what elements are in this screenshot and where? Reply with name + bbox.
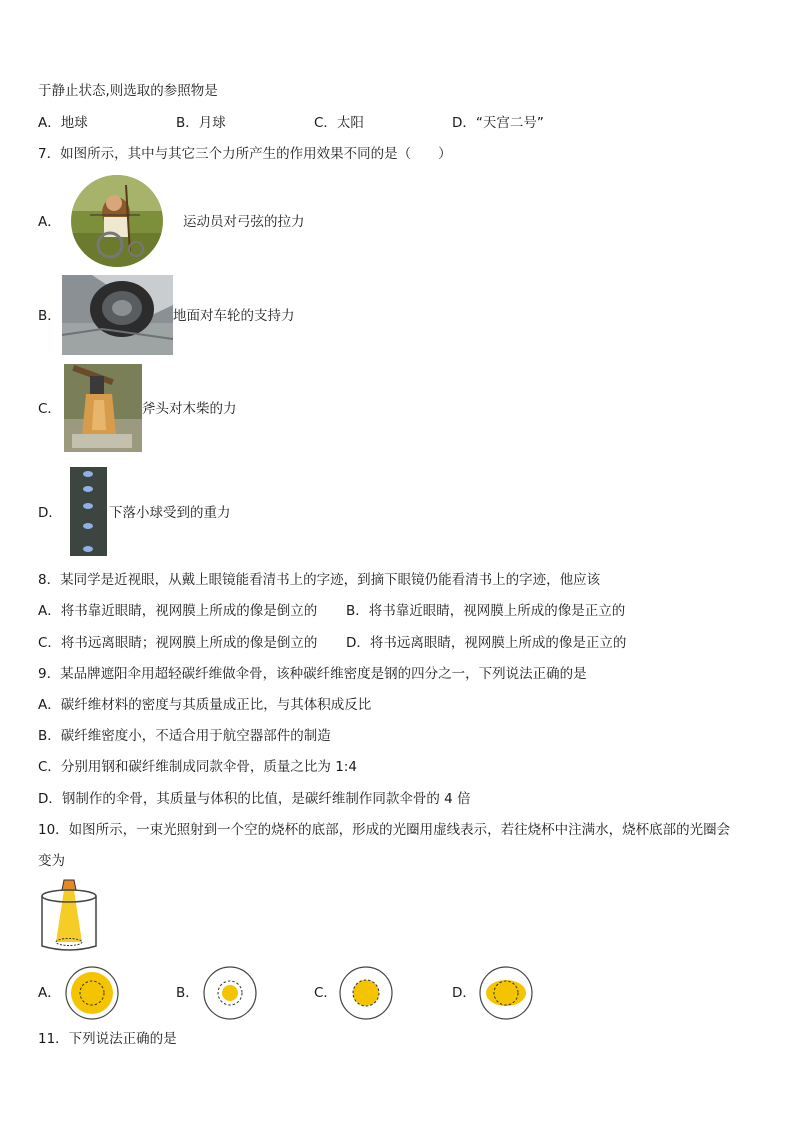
q7-option-c-caption: 斧头对木柴的力 xyxy=(142,401,237,417)
q8-option-c: C．将书远离眼睛；视网膜上所成的像是倒立的 xyxy=(38,635,318,651)
beaker-light-diagram xyxy=(38,878,100,954)
q10-option-d-figure xyxy=(478,966,534,1020)
q10-option-b-letter: B． xyxy=(176,985,199,1001)
q8-option-b: B．将书靠近眼睛，视网膜上所成的像是正立的 xyxy=(346,603,626,619)
q6-option-b: B．月球 xyxy=(176,115,226,131)
q10-option-a-figure xyxy=(64,966,120,1020)
q9-option-a: A．碳纤维材料的密度与其质量成正比，与其体积成反比 xyxy=(38,697,372,713)
q7-option-b-caption: 地面对车轮的支持力 xyxy=(173,308,295,324)
q10-option-c-figure xyxy=(338,966,394,1020)
q6-option-a: A．地球 xyxy=(38,115,88,131)
q7-stem: 7．如图所示，其中与其它三个力所产生的作用效果不同的是（ ） xyxy=(38,146,452,162)
q9-option-c: C．分别用钢和碳纤维制成同款伞骨，质量之比为 1:4 xyxy=(38,759,357,775)
q10-option-c-letter: C． xyxy=(314,985,337,1001)
q8-stem: 8．某同学是近视眼，从戴上眼镜能看清书上的字迹，到摘下眼镜仍能看清书上的字迹，他应该 xyxy=(38,572,601,588)
q10-stem-line2: 变为 xyxy=(38,853,65,869)
q10-stem-line1: 10．如图所示，一束光照射到一个空的烧杯的底部，形成的光圈用虚线表示，若往烧杯中注满水，烧杯底部的光圈会 xyxy=(38,822,731,838)
q9-option-b: B．碳纤维密度小，不适合用于航空器部件的制造 xyxy=(38,728,331,744)
q7-option-a-letter: A． xyxy=(38,214,61,230)
q10-option-b-figure xyxy=(202,966,258,1020)
q8-option-a: A．将书靠近眼睛，视网膜上所成的像是倒立的 xyxy=(38,603,318,619)
q9-stem: 9．某品牌遮阳伞用超轻碳纤维做伞骨，该种碳纤维密度是钢的四分之一，下列说法正确的是 xyxy=(38,666,587,682)
q6-option-c: C．太阳 xyxy=(314,115,364,131)
q8-option-d: D．将书远离眼睛，视网膜上所成的像是正立的 xyxy=(346,635,627,651)
q7-option-a-caption: 运动员对弓弦的拉力 xyxy=(183,214,305,230)
q9-option-d: D．钢制作的伞骨，其质量与体积的比值，是碳纤维制作同款伞骨的 4 倍 xyxy=(38,791,471,807)
q7-option-c-letter: C． xyxy=(38,401,61,417)
car-wheel-photo xyxy=(62,275,173,355)
q10-option-d-letter: D． xyxy=(452,985,476,1001)
q10-option-a-letter: A． xyxy=(38,985,61,1001)
archer-photo xyxy=(70,173,164,269)
falling-ball-photo xyxy=(70,467,107,556)
q7-option-d-letter: D． xyxy=(38,505,62,521)
q11-stem: 11．下列说法正确的是 xyxy=(38,1031,177,1047)
q7-option-d-caption: 下落小球受到的重力 xyxy=(109,505,231,521)
axe-wood-photo xyxy=(64,364,142,452)
q6-option-d: D．“天宫二号” xyxy=(452,115,544,131)
q6-stem-tail: 于静止状态,则选取的参照物是 xyxy=(38,83,218,99)
q7-option-b-letter: B． xyxy=(38,308,61,324)
